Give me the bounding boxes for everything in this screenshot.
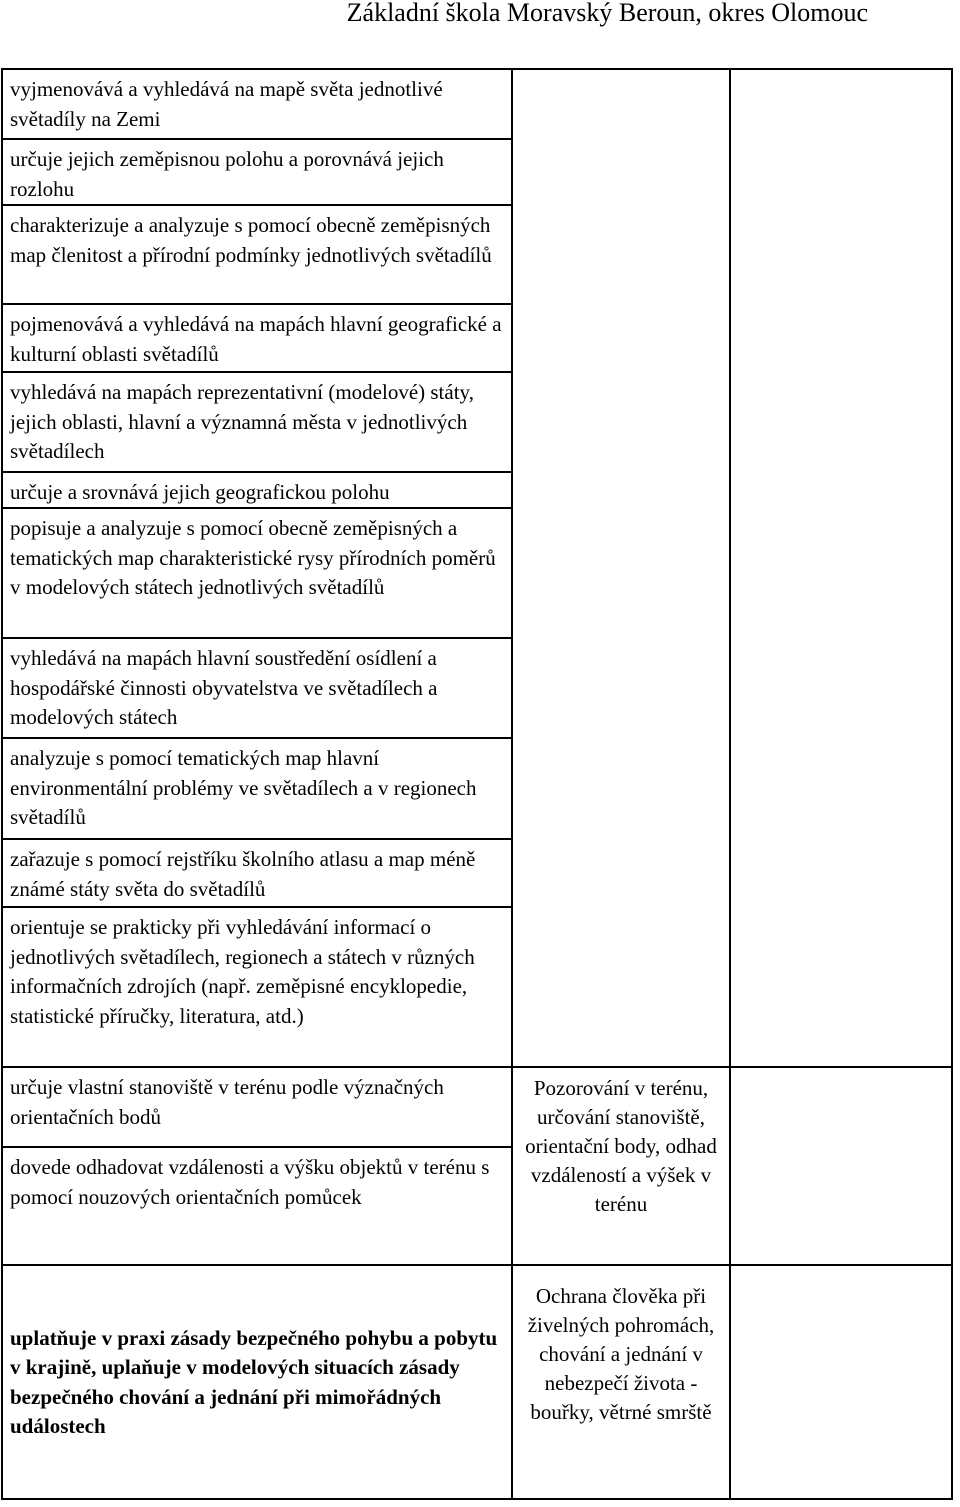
outcome-item: uplatňuje v praxi zásady bezpečného pohybu a pobytu v krajině, uplaňuje v modelových situacích zásady bezpečného chování a jednání při mimořádných událostech: [10, 1325, 498, 1438]
outcome-item: určuje a srovnává jejich geografickou polohu: [3, 471, 511, 507]
topic-cell: Ochrana člověka při živelných pohromách, chování a jednání v nebezpečí života - bouřky, větrné smrště: [512, 1265, 730, 1499]
outcomes-cell: [2, 1265, 512, 1499]
outcome-item: vyhledává na mapách hlavní soustředění osídlení a hospodářské činnosti obyvatelstva ve světadílech a modelových státech: [3, 637, 511, 737]
notes-cell: [730, 69, 952, 1067]
topic-cell: Pozorování v terénu, určování stanoviště, orientační body, odhad vzdáleností a výšek v terénu: [512, 1067, 730, 1265]
outcomes-cell: [2, 1067, 512, 1265]
outcome-item: vyhledává na mapách reprezentativní (modelové) státy, jejich oblasti, hlavní a významná města v jednotlivých světadílech: [3, 371, 511, 471]
table-row: [2, 1067, 952, 1265]
outcome-item: charakterizuje a analyzuje s pomocí obecně zeměpisných map členitost a přírodní podmínky jednotlivých světadílů: [3, 204, 511, 303]
outcome-item: orientuje se prakticky při vyhledávání informací o jednotlivých světadílech, regionech a státech v různých informačních zdrojích (např. zeměpisné encyklopedie, statistické příručky, literatura, atd.): [3, 906, 511, 1066]
outcome-item: zařazuje s pomocí rejstříku školního atlasu a map méně známé státy světa do světadílů: [3, 838, 511, 906]
notes-cell: [730, 1067, 952, 1265]
outcome-item: určuje jejich zeměpisnou polohu a porovnává jejich rozlohu: [3, 138, 511, 204]
outcome-item: analyzuje s pomocí tematických map hlavní environmentální problémy ve světadílech a v regionech světadílů: [3, 737, 511, 838]
outcome-item: dovede odhadovat vzdálenosti a výšku objektů v terénu s pomocí nouzových orientačních pomůcek: [3, 1146, 511, 1264]
outcome-item: popisuje a analyzuje s pomocí obecně zeměpisných a tematických map charakteristické rysy přírodních poměrů v modelových státech jednotlivých světadílů: [3, 507, 511, 637]
notes-cell: [730, 1265, 952, 1499]
table-row: [2, 69, 952, 1067]
outcome-item: pojmenovává a vyhledává na mapách hlavní geografické a kulturní oblasti světadílů: [3, 303, 511, 371]
outcome-item: určuje vlastní stanoviště v terénu podle význačných orientačních bodů: [10, 1075, 444, 1129]
outcomes-cell: [2, 69, 512, 1067]
outcome-item: vyjmenovává a vyhledává na mapě světa jednotlivé světadíly na Zemi: [10, 77, 443, 131]
table-row: [2, 1265, 952, 1499]
curriculum-table: [1, 68, 953, 1500]
topic-cell: [512, 69, 730, 1067]
school-header: Základní škola Moravský Beroun, okres Olomouc: [346, 0, 868, 27]
